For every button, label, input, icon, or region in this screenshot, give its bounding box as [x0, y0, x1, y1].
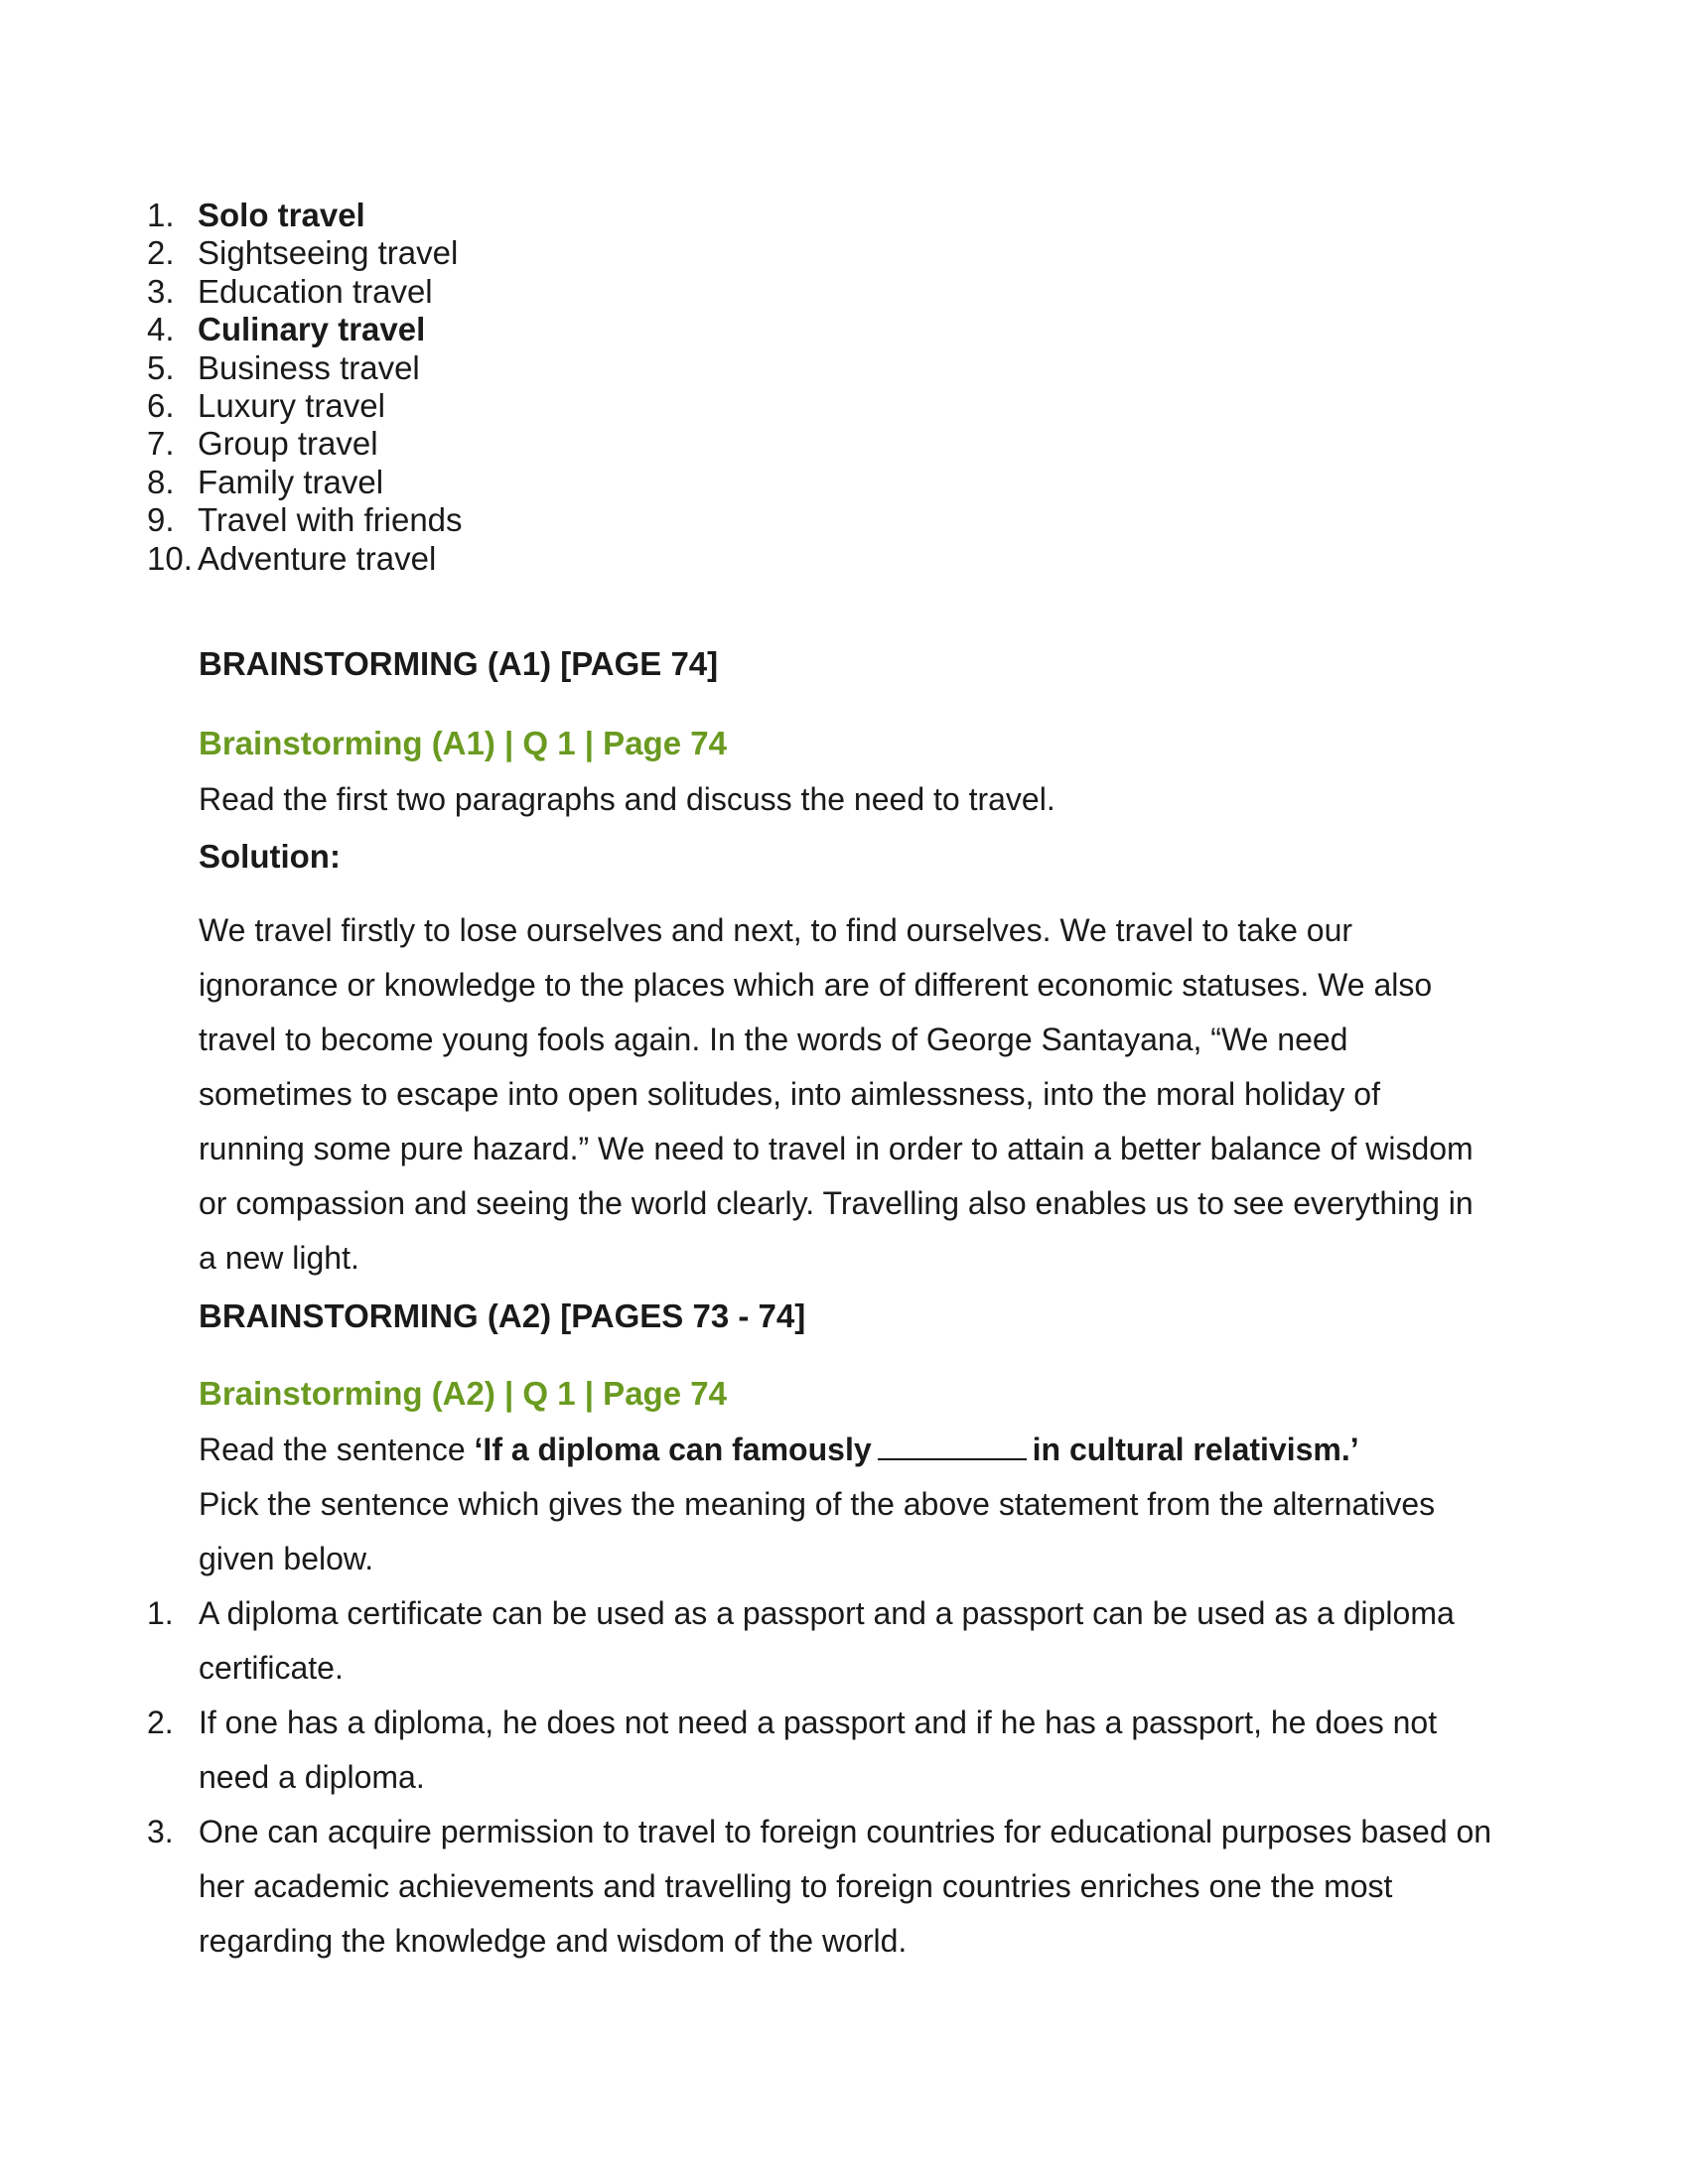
list-item: 8. Family travel: [147, 463, 384, 500]
answer-options: [147, 1586, 1497, 1969]
question-text-a2: Read the sentence ‘If a diploma can famously in cultural relativism.’: [199, 1432, 1359, 1467]
list-item: 9. Travel with friends: [147, 501, 463, 539]
solution-label: Solution:: [199, 838, 341, 875]
list-item: 2. If one has a diploma, he does not need a passport and if he has a passport, he does not need a diploma.: [147, 1705, 1438, 1795]
list-item: 10. Adventure travel: [147, 539, 437, 577]
list-item: 7. Group travel: [147, 425, 378, 463]
section-heading-a1: BRAINSTORMING (A1) [PAGE 74]: [199, 645, 719, 682]
fill-in-blank: [878, 1457, 1027, 1460]
list-item: 5. Business travel: [147, 348, 420, 386]
travel-types-list: [147, 197, 463, 578]
list-item: 4. Culinary travel: [147, 311, 426, 348]
question-text-a1: Read the first two paragraphs and discuss the need to travel.: [199, 781, 1055, 817]
list-item: 1. A diploma certificate can be used as a passport and a passport can be used as a diploma certificate.: [147, 1595, 1455, 1686]
question-title-a1: Brainstorming (A1) | Q 1 | Page 74: [199, 725, 727, 761]
question-instruction: Pick the sentence which gives the meaning of the above statement from the alternatives given below.: [199, 1486, 1436, 1576]
list-item: 1. Solo travel: [147, 197, 365, 233]
list-item: 3. One can acquire permission to travel to foreign countries for educational purposes based on her academic achievements and travelling to foreign countries enriches one the most regarding the knowledge and wisdom of the world.: [147, 1814, 1492, 1959]
list-item: 3. Education travel: [147, 272, 433, 310]
list-item: 6. Luxury travel: [147, 387, 385, 425]
section-heading-a2: BRAINSTORMING (A2) [PAGES 73 - 74]: [199, 1297, 806, 1334]
question-title-a2: Brainstorming (A2) | Q 1 | Page 74: [199, 1375, 727, 1412]
solution-text: We travel firstly to lose ourselves and next, to find ourselves. We travel to take our ignorance or knowledge to the places which are of different economic statuses. We also travel to become young fools again. In the words of George Santayana, “We need sometimes to escape into open solitudes, into aimlessness, into the moral holiday of running some pure hazard.” We need to travel in order to attain a better balance of wisdom or compassion and seeing the world clearly. Travelling also enables us to see everything in a new light.: [199, 912, 1474, 1276]
list-item: 2. Sightseeing travel: [147, 234, 459, 272]
